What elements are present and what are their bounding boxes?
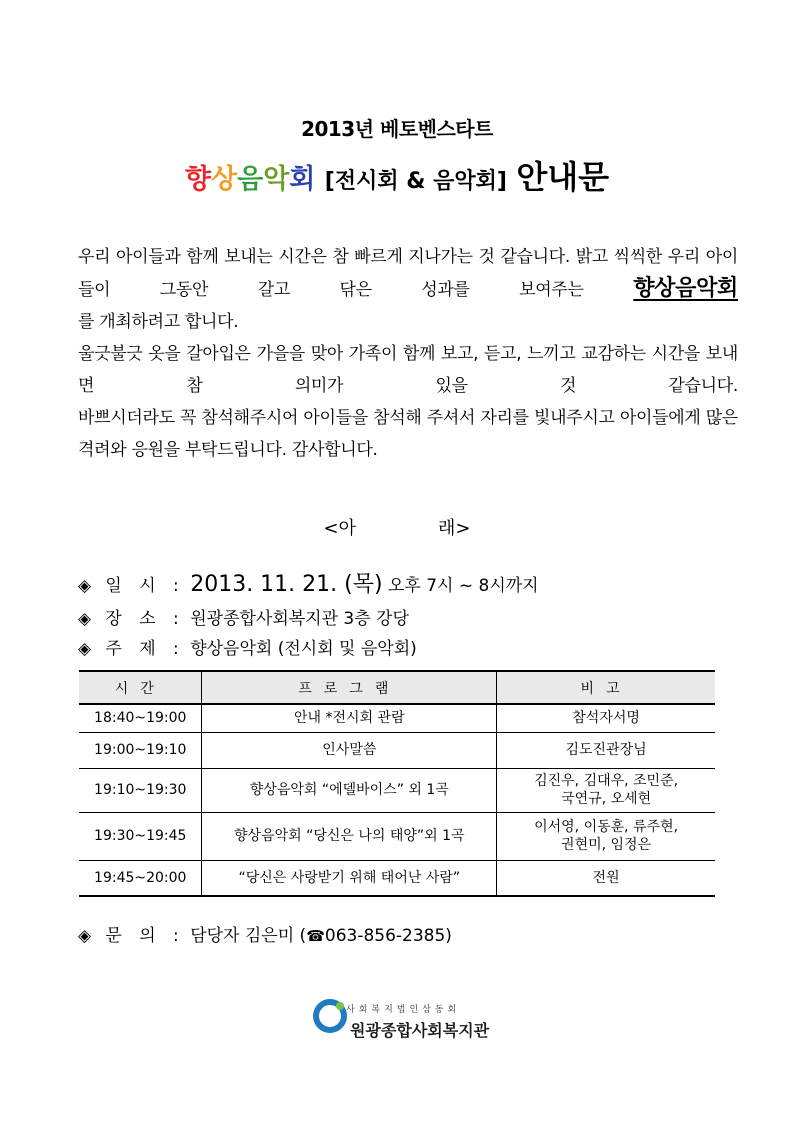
event-name-char: 상 — [211, 164, 238, 195]
row-time: 19:10~19:30 — [79, 768, 202, 812]
row-note — [497, 768, 715, 812]
event-name-char: 회 — [289, 164, 316, 195]
schedule-table — [79, 670, 715, 897]
row-program: 향상음악회 “에델바이스” 외 1곡 — [202, 768, 497, 812]
title-notice-word: 안내문 — [516, 158, 610, 196]
event-name-char: 향 — [184, 164, 211, 195]
row-note-line: 참석자서명 — [572, 710, 640, 727]
row-note-line: 권현미, 임정은 — [561, 837, 652, 853]
logo-ring-icon — [312, 998, 348, 1034]
inquiry-contact: 담당자 김은미 ( — [190, 926, 307, 946]
row-time: 19:45~20:00 — [79, 860, 202, 896]
header-note: 비고 — [497, 671, 715, 704]
table-row — [79, 732, 715, 768]
row-program: 향상음악회 “당신은 나의 태양”외 1곡 — [202, 812, 497, 860]
table-row — [79, 704, 715, 732]
place-value: 원광종합사회복지관 3층 강당 — [190, 609, 409, 629]
intro-paragraph-2: 울긋불긋 옷을 갈아입은 가을을 맞아 가족이 함께 보고, 듣고, 느끼고 교감하는 시간을 보내면 참 의미가 있을 것 같습니다. — [78, 344, 738, 396]
row-note — [497, 812, 715, 860]
diamond-bullet-icon: ◈ — [78, 576, 92, 596]
row-program: 인사말씀 — [202, 732, 497, 768]
diamond-bullet-icon: ◈ — [78, 926, 92, 946]
date-value: 2013. 11. 21. (목) — [190, 572, 383, 597]
phone-icon: ☎ — [306, 927, 325, 945]
title-year-line: 2013년 베토벤스타트 — [301, 117, 493, 141]
logo-org-small: 사회복지법인삼동회 — [346, 1005, 461, 1015]
title-bracket-text: [전시회 & 음악회] — [324, 169, 507, 194]
header-time: 시간 — [79, 671, 202, 704]
row-note — [497, 860, 715, 896]
notice-heading: <아 래> — [323, 518, 471, 539]
info-date — [78, 567, 539, 598]
event-name-emphasis: 향상음악회 — [633, 276, 738, 301]
table-row — [79, 812, 715, 860]
row-note-line: 김진우, 김대우, 조민준, — [534, 773, 679, 789]
diamond-bullet-icon: ◈ — [78, 609, 92, 629]
table-row — [79, 768, 715, 812]
header-program: 프로그램 — [202, 671, 497, 704]
date-time: 오후 7시 ~ 8시까지 — [387, 576, 539, 596]
logo-org-name: 원광종합사회복지관 — [350, 1021, 490, 1040]
row-program: “당신은 사랑받기 위해 태어난 사람” — [202, 860, 497, 896]
date-label: 일 시 : — [105, 576, 185, 596]
theme-label: 주 제 : — [105, 639, 185, 659]
row-time: 18:40~19:00 — [79, 704, 202, 732]
row-time: 19:00~19:10 — [79, 732, 202, 768]
theme-value: 향상음악회 (전시회 및 음악회) — [190, 639, 417, 659]
table-header-row — [79, 671, 715, 704]
intro-paragraph-3: 바쁘시더라도 꼭 참석해주시어 아이들을 참석해 주셔서 자리를 빛내주시고 아이들에게 많은 격려와 응원을 부탁드립니다. 감사합니다. — [78, 408, 738, 460]
row-note-line: 김도진관장님 — [565, 742, 647, 758]
inquiry-line — [78, 921, 452, 946]
row-note — [497, 704, 715, 732]
info-theme — [78, 634, 417, 659]
inquiry-phone: 063-856-2385) — [324, 926, 452, 946]
event-name-char: 음 — [237, 164, 264, 195]
place-label: 장 소 : — [105, 609, 185, 629]
intro-paragraph-1-end: 를 개최하려고 합니다. — [78, 312, 239, 332]
organization-logo — [312, 996, 512, 1046]
row-note-line: 국연규, 오세현 — [561, 791, 652, 807]
event-name-char: 악 — [263, 164, 290, 195]
title-main-line — [0, 152, 794, 198]
diamond-bullet-icon: ◈ — [78, 639, 92, 659]
inquiry-label: 문 의 : — [105, 926, 185, 946]
row-program: 안내 *전시회 관람 — [202, 704, 497, 732]
info-place — [78, 604, 409, 629]
intro-paragraph-1: 우리 아이들과 함께 보내는 시간은 참 빠르게 지나가는 것 같습니다. 밝고 씩씩한 우리 아이들이 그동안 갈고 닦은 성과를 보여주는 향상음악회 — [78, 247, 738, 301]
row-note-line: 전원 — [592, 869, 620, 886]
row-note-line: 이서영, 이동훈, 류주현, — [534, 819, 679, 835]
table-row — [79, 860, 715, 896]
event-name-rainbow — [185, 164, 315, 195]
row-note — [497, 732, 715, 768]
intro-text — [78, 241, 738, 466]
row-time: 19:30~19:45 — [79, 812, 202, 860]
